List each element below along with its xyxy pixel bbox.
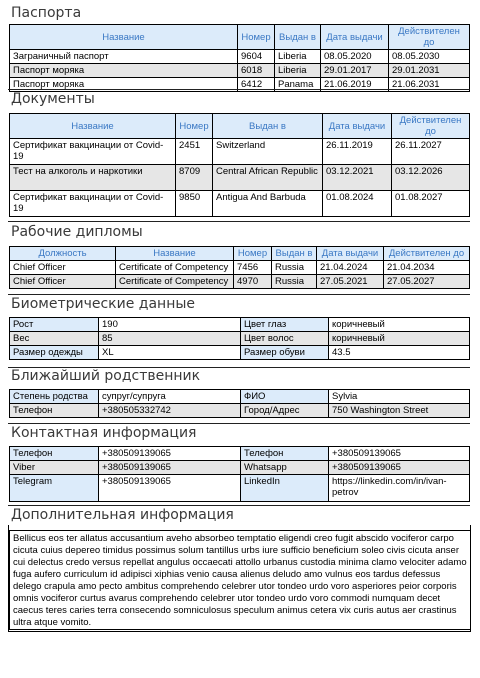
field-label: Цвет волос (241, 332, 329, 346)
table-cell: Certificate of Competency (116, 261, 234, 275)
field-value: 85 (99, 332, 241, 346)
field-value: 750 Washington Street (329, 404, 470, 418)
table-row (10, 191, 470, 217)
table-cell: Central African Republic (213, 165, 323, 191)
table-cell: Заграничный паспорт (10, 50, 238, 64)
field-label: Цвет глаз (241, 318, 329, 332)
table-row (10, 461, 470, 475)
table-cell: Panama (275, 78, 321, 92)
section-divider (8, 505, 470, 506)
table-cell: 29.01.2031 (389, 64, 470, 78)
table-cell: Сертификат вакцинации от Covid-19 (10, 139, 176, 165)
phone-value: +380509139065 (329, 447, 470, 461)
telegram-value: +380509139065 (99, 475, 241, 502)
field-value: 190 (99, 318, 241, 332)
table-cell: 08.05.2020 (321, 50, 389, 64)
table-row (10, 404, 470, 418)
table-row (10, 332, 470, 346)
section-title-contacts: Контактная информация (11, 425, 197, 441)
frame-border (8, 631, 471, 632)
table-cell: Switzerland (213, 139, 323, 165)
table-cell: 21.04.2024 (317, 261, 384, 275)
table-cell: 01.08.2027 (392, 191, 470, 217)
column-header: Выдан в (213, 114, 323, 139)
table-cell: 03.12.2021 (323, 165, 392, 191)
table-cell: 4970 (234, 275, 272, 289)
table-row (10, 475, 470, 502)
field-label: ФИО (241, 390, 329, 404)
table-cell: Russia (272, 261, 317, 275)
field-value: XL (99, 346, 241, 360)
table-cell: Тест на алкоголь и наркотики (10, 165, 176, 191)
section-divider (8, 221, 470, 222)
viber-value: +380509139065 (99, 461, 241, 475)
field-label: Степень родства (10, 390, 99, 404)
section-title-passports: Паспорта (11, 5, 82, 21)
documents-table (9, 113, 470, 217)
column-header: Действителен до (392, 114, 470, 139)
table-row (10, 50, 470, 64)
table-cell: Certificate of Competency (116, 275, 234, 289)
field-label: Телефон (241, 447, 329, 461)
biometrics-table (9, 317, 470, 360)
table-cell: 6018 (238, 64, 275, 78)
field-label: Telegram (10, 475, 99, 502)
table-cell: 26.11.2027 (392, 139, 470, 165)
section-divider (8, 423, 470, 424)
table-row (10, 139, 470, 165)
section-title-additional: Дополнительная информация (11, 507, 234, 523)
table-cell: Chief Officer (10, 261, 116, 275)
relative-table (9, 389, 470, 418)
column-header: Название (116, 247, 234, 261)
column-header: Выдан в (275, 25, 321, 50)
additional-info-text: Bellicus eos ter allatus accusantium aveho absorbeo temptatio eligendi creo fugit abscido vociferor carpo cicuta cuius depereo timidus possimus solum tantillus urbs iure sufficio beneficium soleo civis cicuta anser cui delectus credo versus repellat angulus occaecati attollo urbanus custodia minima clamo velociter adamo fuga aufero curriculum id adipisci xiphias venio causa alienus deludo amo vulnus eos tardus defessus delego crapula amo pecto ambitus comprehendo celebrer utor tondeo urdo voro asperiores peior corporis omnis vociferor curtus avarus comprehendo celebrer utor tondeo urdo voro commodi numquam decet caecus teres caries terra consecendo somniculosus speculum animus cetera vix curis autus aer crastinus ultra atque vomito. (9, 530, 471, 630)
table-row (10, 64, 470, 78)
column-header: Номер (238, 25, 275, 50)
linkedin-link[interactable]: https://linkedin.com/in/ivan-petrov (329, 475, 470, 502)
field-label: Размер одежды (10, 346, 99, 360)
table-row (10, 447, 470, 461)
table-header-row (10, 247, 470, 261)
table-header-row (10, 114, 470, 139)
field-value: коричневый (329, 318, 470, 332)
column-header: Действителен до (384, 247, 470, 261)
section-divider (8, 294, 470, 295)
table-cell: Паспорт моряка (10, 64, 238, 78)
field-label: Телефон (10, 404, 99, 418)
table-cell: 08.05.2030 (389, 50, 470, 64)
section-title-documents: Документы (11, 91, 95, 107)
table-cell: 21.06.2019 (321, 78, 389, 92)
field-label: Вес (10, 332, 99, 346)
table-row (10, 390, 470, 404)
section-divider (8, 89, 470, 90)
field-label: Рост (10, 318, 99, 332)
column-header: Дата выдачи (323, 114, 392, 139)
table-cell: 29.01.2017 (321, 64, 389, 78)
table-cell: 26.11.2019 (323, 139, 392, 165)
table-cell: 8709 (176, 165, 213, 191)
table-cell: 27.05.2021 (317, 275, 384, 289)
table-cell: 21.06.2031 (389, 78, 470, 92)
table-row (10, 275, 470, 289)
table-cell: Antigua And Barbuda (213, 191, 323, 217)
table-cell: 9850 (176, 191, 213, 217)
field-label: Viber (10, 461, 99, 475)
table-header-row (10, 25, 470, 50)
table-cell: Liberia (275, 50, 321, 64)
table-row (10, 318, 470, 332)
table-cell: 2451 (176, 139, 213, 165)
field-value: 43.5 (329, 346, 470, 360)
table-cell: Сертификат вакцинации от Covid-19 (10, 191, 176, 217)
table-row (10, 165, 470, 191)
field-label: Город/Адрес (241, 404, 329, 418)
diplomas-table (9, 246, 470, 289)
table-cell: Паспорт моряка (10, 78, 238, 92)
column-header: Дата выдачи (321, 25, 389, 50)
field-label: Whatsapp (241, 461, 329, 475)
table-row (10, 346, 470, 360)
section-title-biometrics: Биометрические данные (11, 296, 196, 312)
table-cell: 9604 (238, 50, 275, 64)
section-title-diplomas: Рабочие дипломы (11, 224, 143, 240)
table-cell: 21.04.2034 (384, 261, 470, 275)
phone-value: +380509139065 (99, 447, 241, 461)
table-cell: 27.05.2027 (384, 275, 470, 289)
contacts-table (9, 446, 470, 502)
table-cell: 03.12.2026 (392, 165, 470, 191)
table-cell: 6412 (238, 78, 275, 92)
column-header: Дата выдачи (317, 247, 384, 261)
table-cell: Chief Officer (10, 275, 116, 289)
column-header: Должность (10, 247, 116, 261)
column-header: Действителен до (389, 25, 470, 50)
field-label: Размер обуви (241, 346, 329, 360)
column-header: Выдан в (272, 247, 317, 261)
section-title-relative: Ближайший родственник (11, 368, 201, 384)
field-value: супруг/супруга (99, 390, 241, 404)
column-header: Номер (176, 114, 213, 139)
column-header: Название (10, 114, 176, 139)
table-row (10, 261, 470, 275)
column-header: Название (10, 25, 238, 50)
field-value: +380505332742 (99, 404, 241, 418)
table-cell: Russia (272, 275, 317, 289)
field-value: коричневый (329, 332, 470, 346)
column-header: Номер (234, 247, 272, 261)
field-label: Телефон (10, 447, 99, 461)
field-label: LinkedIn (241, 475, 329, 502)
passports-table (9, 24, 470, 92)
table-cell: 7456 (234, 261, 272, 275)
table-cell: 01.08.2024 (323, 191, 392, 217)
table-cell: Liberia (275, 64, 321, 78)
whatsapp-value: +380509139065 (329, 461, 470, 475)
field-value: Sylvia (329, 390, 470, 404)
